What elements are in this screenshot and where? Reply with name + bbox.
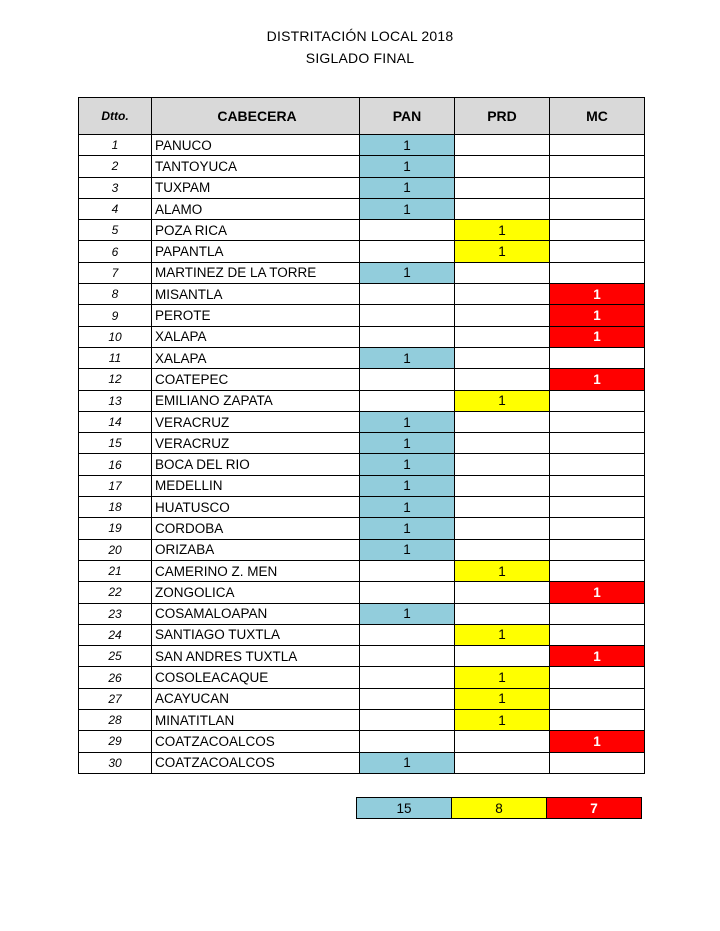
district-cabecera: CAMERINO Z. MEN <box>152 560 360 581</box>
cell-prd <box>455 326 550 347</box>
cell-prd <box>455 454 550 475</box>
total-pan: 15 <box>357 798 452 819</box>
district-cabecera: ALAMO <box>152 198 360 219</box>
cell-mc <box>550 433 645 454</box>
district-number: 10 <box>79 326 152 347</box>
district-number: 1 <box>79 135 152 156</box>
cell-pan <box>360 582 455 603</box>
district-cabecera: BOCA DEL RIO <box>152 454 360 475</box>
cell-mc <box>550 156 645 177</box>
district-cabecera: COSOLEACAQUE <box>152 667 360 688</box>
cell-prd <box>455 603 550 624</box>
district-number: 26 <box>79 667 152 688</box>
district-cabecera: MISANTLA <box>152 284 360 305</box>
district-cabecera: POZA RICA <box>152 220 360 241</box>
cell-prd: 1 <box>455 390 550 411</box>
cell-pan: 1 <box>360 752 455 773</box>
district-cabecera: COSAMALOAPAN <box>152 603 360 624</box>
cell-pan: 1 <box>360 156 455 177</box>
cell-pan <box>360 326 455 347</box>
cell-prd: 1 <box>455 220 550 241</box>
cell-pan: 1 <box>360 539 455 560</box>
district-table <box>78 97 645 774</box>
district-cabecera: COATZACOALCOS <box>152 731 360 752</box>
district-cabecera: PEROTE <box>152 305 360 326</box>
district-number: 13 <box>79 390 152 411</box>
district-number: 19 <box>79 518 152 539</box>
cell-pan: 1 <box>360 433 455 454</box>
district-number: 16 <box>79 454 152 475</box>
cell-prd <box>455 156 550 177</box>
cell-prd <box>455 731 550 752</box>
totals-table <box>356 797 642 819</box>
column-header-mc: MC <box>550 98 645 135</box>
cell-pan: 1 <box>360 603 455 624</box>
cell-mc: 1 <box>550 305 645 326</box>
column-header-dtto: Dtto. <box>79 98 152 135</box>
district-cabecera: MINATITLAN <box>152 710 360 731</box>
table-row <box>79 177 645 198</box>
cell-pan: 1 <box>360 411 455 432</box>
cell-pan: 1 <box>360 177 455 198</box>
cell-prd <box>455 475 550 496</box>
district-cabecera: XALAPA <box>152 326 360 347</box>
district-cabecera: VERACRUZ <box>152 411 360 432</box>
cell-pan <box>360 284 455 305</box>
cell-pan <box>360 731 455 752</box>
document-subtitle: SIGLADO FINAL <box>305 50 415 66</box>
table-row <box>79 752 645 773</box>
district-number: 21 <box>79 560 152 581</box>
district-number: 8 <box>79 284 152 305</box>
table-row <box>79 667 645 688</box>
table-row <box>79 198 645 219</box>
table-row <box>79 688 645 709</box>
totals-row <box>357 798 642 819</box>
district-cabecera: MARTINEZ DE LA TORRE <box>152 262 360 283</box>
district-number: 17 <box>79 475 152 496</box>
table-row <box>79 390 645 411</box>
district-number: 5 <box>79 220 152 241</box>
table-row <box>79 284 645 305</box>
table-row <box>79 603 645 624</box>
cell-mc <box>550 220 645 241</box>
table-row <box>79 582 645 603</box>
cell-mc: 1 <box>550 582 645 603</box>
cell-mc <box>550 667 645 688</box>
column-header-pan: PAN <box>360 98 455 135</box>
district-number: 7 <box>79 262 152 283</box>
cell-prd: 1 <box>455 241 550 262</box>
cell-prd: 1 <box>455 560 550 581</box>
district-cabecera: MEDELLIN <box>152 475 360 496</box>
district-number: 3 <box>79 177 152 198</box>
cell-prd <box>455 284 550 305</box>
district-number: 22 <box>79 582 152 603</box>
district-number: 27 <box>79 688 152 709</box>
district-number: 14 <box>79 411 152 432</box>
district-number: 24 <box>79 624 152 645</box>
district-number: 23 <box>79 603 152 624</box>
district-cabecera: HUATUSCO <box>152 497 360 518</box>
district-number: 25 <box>79 646 152 667</box>
cell-mc <box>550 497 645 518</box>
district-cabecera: TANTOYUCA <box>152 156 360 177</box>
district-number: 4 <box>79 198 152 219</box>
cell-mc <box>550 454 645 475</box>
district-cabecera: ZONGOLICA <box>152 582 360 603</box>
cell-prd <box>455 582 550 603</box>
cell-mc: 1 <box>550 326 645 347</box>
cell-mc <box>550 475 645 496</box>
cell-prd <box>455 497 550 518</box>
cell-mc <box>550 624 645 645</box>
district-number: 20 <box>79 539 152 560</box>
cell-pan: 1 <box>360 262 455 283</box>
district-cabecera: SAN ANDRES TUXTLA <box>152 646 360 667</box>
total-mc: 7 <box>547 798 642 819</box>
column-header-prd: PRD <box>455 98 550 135</box>
cell-prd: 1 <box>455 624 550 645</box>
cell-prd <box>455 411 550 432</box>
district-cabecera: EMILIANO ZAPATA <box>152 390 360 411</box>
cell-mc <box>550 603 645 624</box>
cell-mc <box>550 710 645 731</box>
table-row <box>79 305 645 326</box>
cell-mc <box>550 560 645 581</box>
cell-mc <box>550 177 645 198</box>
district-number: 9 <box>79 305 152 326</box>
district-cabecera: ORIZABA <box>152 539 360 560</box>
cell-pan <box>360 390 455 411</box>
table-row <box>79 411 645 432</box>
table-row <box>79 156 645 177</box>
cell-prd <box>455 347 550 368</box>
table-row <box>79 347 645 368</box>
table-row <box>79 539 645 560</box>
table-row <box>79 710 645 731</box>
district-number: 30 <box>79 752 152 773</box>
cell-prd <box>455 369 550 390</box>
cell-prd <box>455 177 550 198</box>
table-row <box>79 433 645 454</box>
cell-pan: 1 <box>360 454 455 475</box>
cell-pan <box>360 560 455 581</box>
district-number: 15 <box>79 433 152 454</box>
table-row <box>79 369 645 390</box>
table-row <box>79 624 645 645</box>
table-body <box>79 135 645 774</box>
district-number: 11 <box>79 347 152 368</box>
cell-mc <box>550 347 645 368</box>
cell-mc <box>550 688 645 709</box>
cell-mc: 1 <box>550 646 645 667</box>
cell-prd <box>455 305 550 326</box>
cell-mc <box>550 411 645 432</box>
district-cabecera: COATZACOALCOS <box>152 752 360 773</box>
district-cabecera: SANTIAGO TUXTLA <box>152 624 360 645</box>
district-cabecera: PANUCO <box>152 135 360 156</box>
district-number: 28 <box>79 710 152 731</box>
cell-mc <box>550 135 645 156</box>
table-row <box>79 646 645 667</box>
cell-pan: 1 <box>360 198 455 219</box>
cell-mc <box>550 262 645 283</box>
district-cabecera: TUXPAM <box>152 177 360 198</box>
cell-pan <box>360 241 455 262</box>
table-row <box>79 518 645 539</box>
cell-mc <box>550 518 645 539</box>
district-number: 2 <box>79 156 152 177</box>
cell-pan <box>360 305 455 326</box>
table-row <box>79 731 645 752</box>
cell-mc <box>550 241 645 262</box>
column-header-cabecera: CABECERA <box>152 98 360 135</box>
district-number: 18 <box>79 497 152 518</box>
cell-pan <box>360 369 455 390</box>
cell-prd: 1 <box>455 688 550 709</box>
district-cabecera: XALAPA <box>152 347 360 368</box>
cell-pan: 1 <box>360 518 455 539</box>
cell-prd <box>455 262 550 283</box>
cell-pan <box>360 667 455 688</box>
table-row <box>79 475 645 496</box>
district-cabecera: ACAYUCAN <box>152 688 360 709</box>
table-row <box>79 241 645 262</box>
cell-mc <box>550 752 645 773</box>
cell-pan: 1 <box>360 475 455 496</box>
table-row <box>79 454 645 475</box>
cell-pan: 1 <box>360 135 455 156</box>
district-number: 12 <box>79 369 152 390</box>
cell-pan <box>360 220 455 241</box>
district-cabecera: COATEPEC <box>152 369 360 390</box>
district-cabecera: CORDOBA <box>152 518 360 539</box>
cell-prd: 1 <box>455 667 550 688</box>
cell-pan <box>360 624 455 645</box>
cell-pan <box>360 710 455 731</box>
cell-prd <box>455 433 550 454</box>
cell-prd <box>455 646 550 667</box>
cell-prd: 1 <box>455 710 550 731</box>
table-row <box>79 135 645 156</box>
table-row <box>79 497 645 518</box>
table-row <box>79 262 645 283</box>
document-title: DISTRITACIÓN LOCAL 2018 <box>266 28 454 44</box>
cell-mc: 1 <box>550 284 645 305</box>
cell-prd <box>455 752 550 773</box>
cell-prd <box>455 198 550 219</box>
cell-prd <box>455 135 550 156</box>
district-cabecera: PAPANTLA <box>152 241 360 262</box>
district-cabecera: VERACRUZ <box>152 433 360 454</box>
total-prd: 8 <box>452 798 547 819</box>
table-row <box>79 326 645 347</box>
table-row <box>79 220 645 241</box>
cell-prd <box>455 518 550 539</box>
district-number: 6 <box>79 241 152 262</box>
table-row <box>79 560 645 581</box>
cell-prd <box>455 539 550 560</box>
table-header-row <box>79 98 645 135</box>
cell-mc <box>550 539 645 560</box>
cell-mc: 1 <box>550 731 645 752</box>
cell-mc: 1 <box>550 369 645 390</box>
cell-pan: 1 <box>360 347 455 368</box>
cell-pan: 1 <box>360 497 455 518</box>
cell-pan <box>360 688 455 709</box>
cell-mc <box>550 198 645 219</box>
district-number: 29 <box>79 731 152 752</box>
cell-pan <box>360 646 455 667</box>
cell-mc <box>550 390 645 411</box>
